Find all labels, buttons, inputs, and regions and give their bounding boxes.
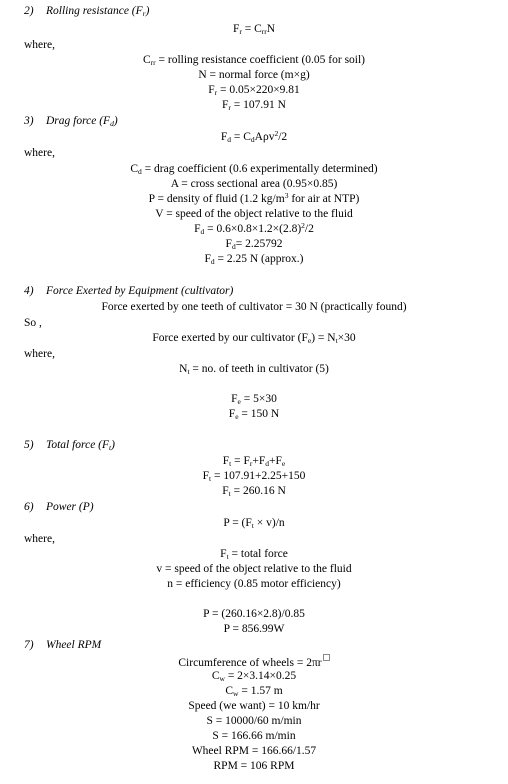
so-label: So , [24,317,42,329]
velocity-definition: v = speed of the object relative to the fluid [156,563,352,575]
power-formula: $P = (F_t \times v)/n$ [223,517,285,530]
circumference-calc: $C_w = 2\times 3.14\times 0.25$ [211,670,297,683]
total-force-result: $F_t = 260.16$ N [222,485,286,498]
where-label: where, [24,39,55,51]
cultivator-force-calc: $F_e = 5\times 30$ [231,393,277,406]
power-result: P = 856.99W [223,623,285,635]
cultivator-force-result: $F_e = 150$ N [228,408,280,421]
where-label: where, [24,147,55,159]
section-3-heading: 3) Drag force $(F_d)$ [24,115,118,128]
density-definition: P = density of fluid (1.2 $kg/m^3$ for air at NTP) [148,191,360,205]
rolling-resistance-formula: $F_r = C_{rr}N$ [232,23,276,36]
section-5-heading: 5) Total force $(F_t)$ [24,439,115,452]
normal-force-definition: N = normal force (m×g) [198,69,310,81]
section-number: 2) [24,5,34,17]
drag-force-calc: $F_d = 0.6\times 0.8\times 1.2\times(2.8)^2/2$ [194,221,314,236]
rolling-resistance-calc: $F_r = 0.05\times 220\times 9.81$ [208,84,300,97]
section-number: 6) [24,501,34,513]
section-number: 7) [24,639,34,651]
section-number: 4) [24,285,34,297]
where-label: where, [24,533,55,545]
speed-target: Speed (we want) = 10 km/hr [188,700,320,712]
section-number: 5) [24,439,34,451]
drag-force-result: $F_d = 2.25$ N (approx.) [204,253,304,266]
rolling-resistance-result: $F_r = 107.91$ N [222,99,286,112]
efficiency-definition: n = efficiency (0.85 motor efficiency) [167,578,341,590]
speed-result: S = 166.66 m/min [212,730,296,742]
total-force-calc: $F_t = 107.91+2.25+150$ [202,470,306,483]
wheel-rpm-calc: Wheel RPM = 166.66/1.57 [191,745,317,757]
speed-conversion: S = 10000/60 m/min [206,715,302,727]
section-6-heading: 6) Power (P) [24,501,94,513]
where-label: where, [24,348,55,360]
circumference-result: $C_w = 1.57$ m [225,685,283,698]
area-definition: A = cross sectional area (0.95×0.85) [170,178,338,190]
wheel-rpm-result: RPM = 106 RPM [213,760,295,772]
tooth-force-statement: Force exerted by one teeth of cultivator = 30 N (practically found) [101,301,407,313]
section-7-heading: 7) Wheel RPM [24,639,102,651]
section-2-heading: 2) Rolling resistance $(F_r)$ [24,5,150,18]
section-number: 3) [24,115,34,127]
total-force-formula: $F_t = F_r+F_d+F_e$ [222,455,286,468]
drag-force-formula: $F_d = C_dA\rho v^2/2$ [220,129,288,144]
speed-definition: V = speed of the object relative to the fluid [155,208,353,220]
cd-definition: $C_d$ = drag coefficient (0.6 experimentally determined) [130,163,378,176]
teeth-definition: $N_t$ = no. of teeth in cultivator (5) [179,363,329,376]
cultivator-force-formula: Force exerted by our cultivator $(F_e) = N_t\times 30$ [152,332,356,345]
power-calc: P = (260.16×2.8)/0.85 [203,608,305,620]
drag-force-value: $F_d= 2.25792$ [225,238,283,251]
section-4-heading: 4) Force Exerted by Equipment (cultivator) [24,285,234,297]
missing-glyph-box [323,654,330,661]
total-force-definition: $F_t$ = total force [220,548,288,561]
crr-definition: $C_{rr}$ = rolling resistance coefficient (0.05 for soil) [142,54,366,67]
circumference-formula: Circumference of wheels = 2πr [0,654,508,670]
